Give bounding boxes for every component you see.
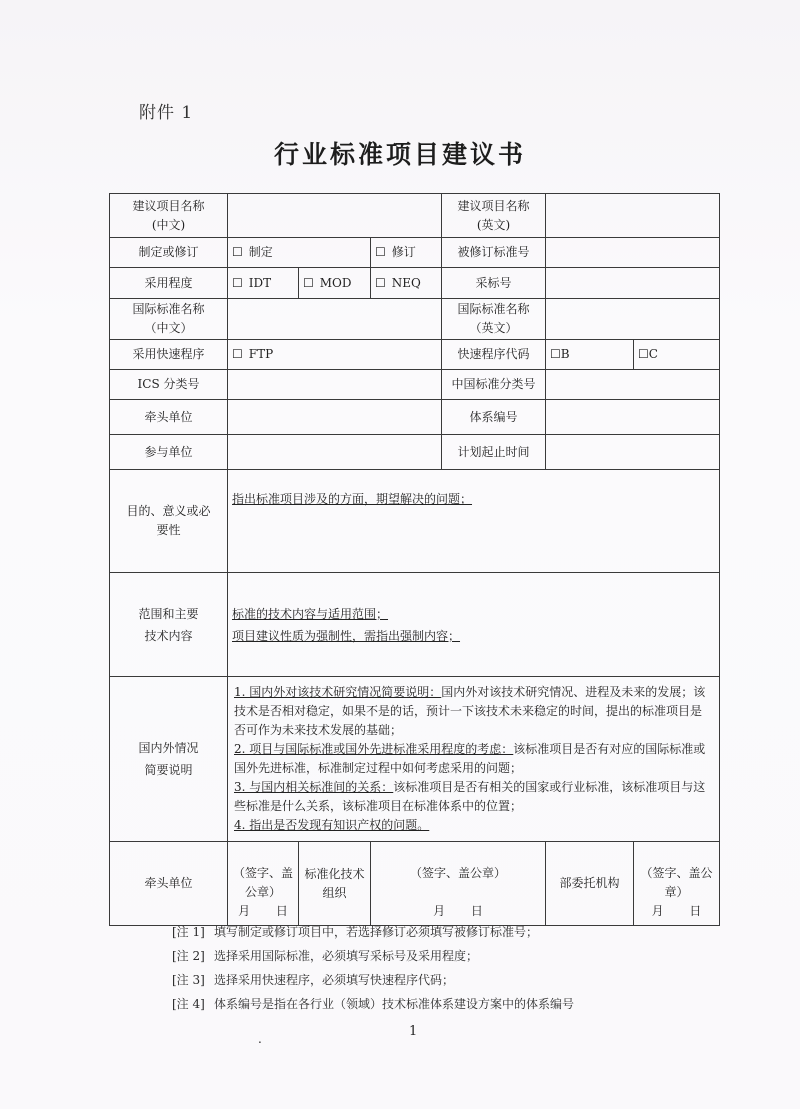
row-purpose bbox=[110, 470, 720, 573]
scope-hint-2: 项目建议性质为强制性，需指出强制内容； bbox=[232, 628, 461, 643]
status-label: 国内外情况 简要说明 bbox=[110, 677, 228, 842]
row-fast-track bbox=[110, 340, 720, 370]
idt-checkbox[interactable]: ☐ IDT bbox=[228, 268, 299, 299]
plan-period-field[interactable] bbox=[546, 435, 720, 470]
scope-hint-1: 标准的技术内容与适用范围； bbox=[232, 606, 389, 621]
purpose-label: 目的、意义或必 要性 bbox=[110, 470, 228, 573]
plan-period-label: 计划起止时间 bbox=[442, 435, 546, 470]
ics-field[interactable] bbox=[228, 370, 442, 400]
note-4: [注 4] 体系编号是指在各行业（领域）技术标准体系建设方案中的体系编号 bbox=[172, 997, 575, 1011]
sign-lead-unit-field[interactable]: （签字、盖公章） 月 日 bbox=[228, 842, 299, 926]
sign-tech-org-label: 标准化技术组织 bbox=[299, 842, 371, 926]
project-name-en-label: 建议项目名称 (英文) bbox=[442, 194, 546, 238]
adopted-standard-no-field[interactable] bbox=[546, 268, 720, 299]
project-name-en-field[interactable] bbox=[546, 194, 720, 238]
cn-classification-label: 中国标准分类号 bbox=[442, 370, 546, 400]
sign-tech-org-field[interactable]: （签字、盖公章） 月 日 bbox=[371, 842, 546, 926]
revised-standard-no-label: 被修订标准号 bbox=[442, 238, 546, 268]
row-lead-unit bbox=[110, 400, 720, 435]
system-no-field[interactable] bbox=[546, 400, 720, 435]
row-project-name bbox=[110, 194, 720, 238]
page-number: 1 bbox=[409, 1024, 418, 1039]
row-intl-standard-name bbox=[110, 299, 720, 340]
row-signatures bbox=[110, 842, 720, 926]
revise-checkbox[interactable]: ☐ 修订 bbox=[371, 238, 442, 268]
status-field[interactable] bbox=[228, 677, 720, 842]
scope-field[interactable] bbox=[228, 573, 720, 677]
scope-label: 范围和主要 技术内容 bbox=[110, 573, 228, 677]
project-name-cn-label: 建议项目名称 (中文) bbox=[110, 194, 228, 238]
ftp-checkbox[interactable]: ☐ FTP bbox=[228, 340, 442, 370]
adoption-degree-label: 采用程度 bbox=[110, 268, 228, 299]
project-name-cn-field[interactable] bbox=[228, 194, 442, 238]
adopted-standard-no-label: 采标号 bbox=[442, 268, 546, 299]
fast-track-code-label: 快速程序代码 bbox=[442, 340, 546, 370]
intl-name-cn-field[interactable] bbox=[228, 299, 442, 340]
attachment-label: 附件 1 bbox=[139, 103, 194, 123]
status-paragraph-3: 3. 与国内相关标准间的关系：该标准项目是否有相关的国家或行业标准，该标准项目与这些标准是什么关系，该标准项目在标准体系中的位置； bbox=[234, 780, 706, 813]
purpose-field[interactable] bbox=[228, 470, 720, 573]
status-paragraph-4: 4. 指出是否发现有知识产权的问题。 bbox=[234, 818, 430, 832]
status-paragraph-2: 2. 项目与国际标准或国外先进标准采用程度的考虑：该标准项目是否有对应的国际标准或国外先进标准，标准制定过程中如何考虑采用的问题； bbox=[234, 742, 706, 775]
make-checkbox[interactable]: ☐ 制定 bbox=[228, 238, 371, 268]
row-scope bbox=[110, 573, 720, 677]
sign-lead-unit-label: 牵头单位 bbox=[110, 842, 228, 926]
notes-section bbox=[172, 920, 574, 1016]
note-2: [注 2] 选择采用国际标准，必须填写采标号及采用程度； bbox=[172, 949, 479, 963]
intl-name-cn-label: 国际标准名称 （中文） bbox=[110, 299, 228, 340]
sign-dept-label: 部委托机构 bbox=[546, 842, 634, 926]
purpose-hint: 指出标准项目涉及的方面，期望解决的问题； bbox=[232, 492, 473, 506]
stray-mark: . bbox=[258, 1032, 262, 1046]
make-revise-label: 制定或修订 bbox=[110, 238, 228, 268]
option-b-checkbox[interactable]: ☐ B bbox=[546, 340, 634, 370]
participants-field[interactable] bbox=[228, 435, 442, 470]
proposal-form-table bbox=[109, 193, 720, 926]
intl-name-en-field[interactable] bbox=[546, 299, 720, 340]
document-title: 行业标准项目建议书 bbox=[273, 140, 526, 169]
row-make-revise bbox=[110, 238, 720, 268]
sign-dept-field[interactable]: （签字、盖公章） 月 日 bbox=[634, 842, 720, 926]
neq-checkbox[interactable]: ☐ NEQ bbox=[371, 268, 442, 299]
cn-classification-field[interactable] bbox=[546, 370, 720, 400]
system-no-label: 体系编号 bbox=[442, 400, 546, 435]
row-classification bbox=[110, 370, 720, 400]
note-3: [注 3] 选择采用快速程序，必须填写快速程序代码； bbox=[172, 973, 455, 987]
participants-label: 参与单位 bbox=[110, 435, 228, 470]
option-c-checkbox[interactable]: ☐ C bbox=[634, 340, 720, 370]
status-paragraph-1: 1. 国内外对该技术研究情况简要说明：国内外对该技术研究情况、进程及未来的发展；该技术是否相对稳定，如果不是的话，预计一下该技术未来稳定的时间，提出的标准项目是否可作为未来技术发展的基础； bbox=[234, 685, 706, 737]
row-adoption bbox=[110, 268, 720, 299]
fast-track-label: 采用快速程序 bbox=[110, 340, 228, 370]
note-1: [注 1] 填写制定或修订项目中，若选择修订必须填写被修订标准号； bbox=[172, 925, 539, 939]
lead-unit-field[interactable] bbox=[228, 400, 442, 435]
ics-label: ICS 分类号 bbox=[110, 370, 228, 400]
lead-unit-label: 牵头单位 bbox=[110, 400, 228, 435]
intl-name-en-label: 国际标准名称 （英文） bbox=[442, 299, 546, 340]
revised-standard-no-field[interactable] bbox=[546, 238, 720, 268]
row-participants bbox=[110, 435, 720, 470]
row-status bbox=[110, 677, 720, 842]
mod-checkbox[interactable]: ☐ MOD bbox=[299, 268, 371, 299]
